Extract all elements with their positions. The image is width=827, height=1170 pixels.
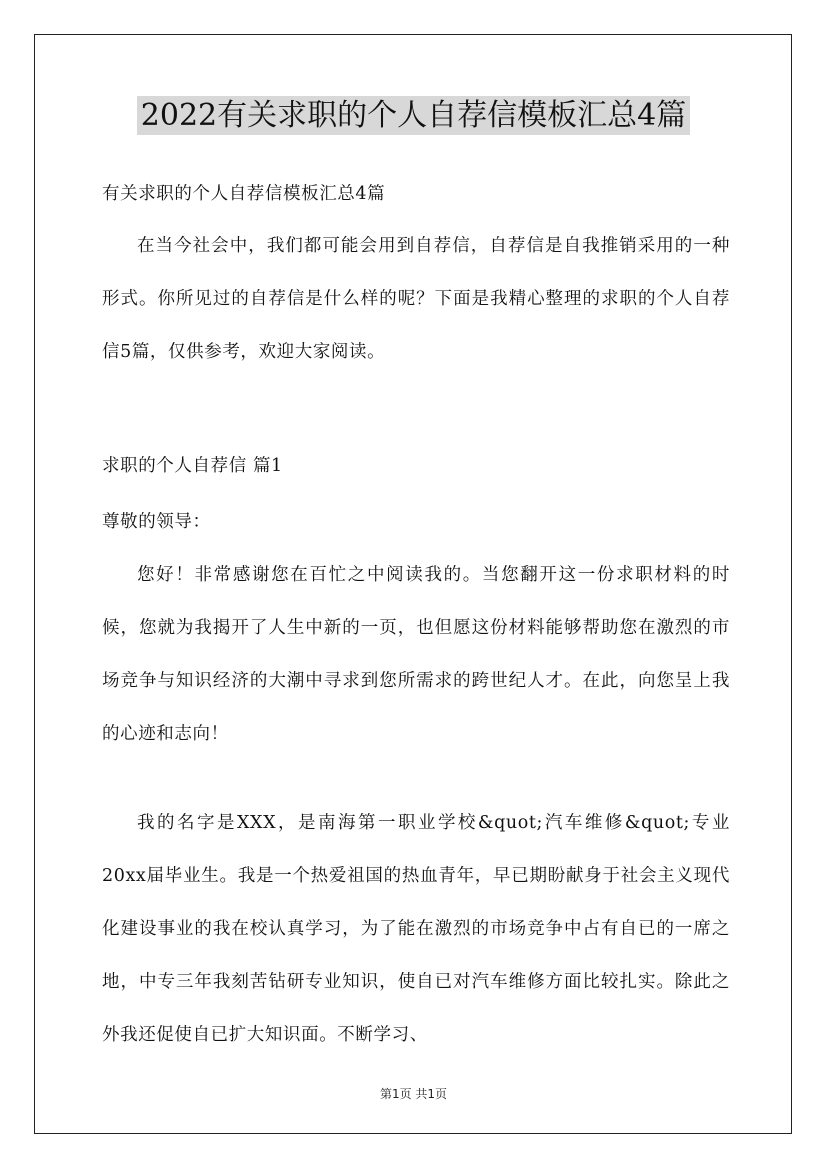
page-footer: 第1页 共1页 <box>379 1087 448 1101</box>
document-title-text: 2022有关求职的个人自荐信模板汇总4篇 <box>137 96 690 135</box>
section-heading: 求职的个人自荐信 篇1 <box>102 456 283 476</box>
document-subtitle: 有关求职的个人自荐信模板汇总4篇 <box>102 184 386 204</box>
intro-paragraph: 在当今社会中，我们都可能会用到自荐信，自荐信是自我推销采用的一种形式。你所见过的自荐信是什么样的呢？下面是我精心整理的求职的个人自荐信5篇，仅供参考，欢迎大家阅读。 <box>102 236 730 362</box>
body-paragraph-2: 我的名字是XXX，是南海第一职业学校&quot;汽车维修&quot;专业20xx届毕业生。我是一个热爱祖国的热血青年，早已期盼献身于社会主义现代化建设事业的我在校认真学习，为了能在激烈的市场竞争中占有自已的一席之地，中专三年我刻苦钻研专业知识，使自已对汽车维修方面比较扎实。除此之外我还促使自已扩大知识面。不断学习、 <box>102 813 730 1045</box>
body-paragraph-1: 您好！非常感谢您在百忙之中阅读我的。当您翻开这一份求职材料的时候，您就为我揭开了人生中新的一页，也但愿这份材料能够帮助您在激烈的市场竞争与知识经济的大潮中寻求到您所需求的跨世纪人才。在此，向您呈上我的心迹和志向！ <box>102 565 730 744</box>
salutation: 尊敬的领导： <box>102 512 211 532</box>
document-title <box>0 96 827 136</box>
